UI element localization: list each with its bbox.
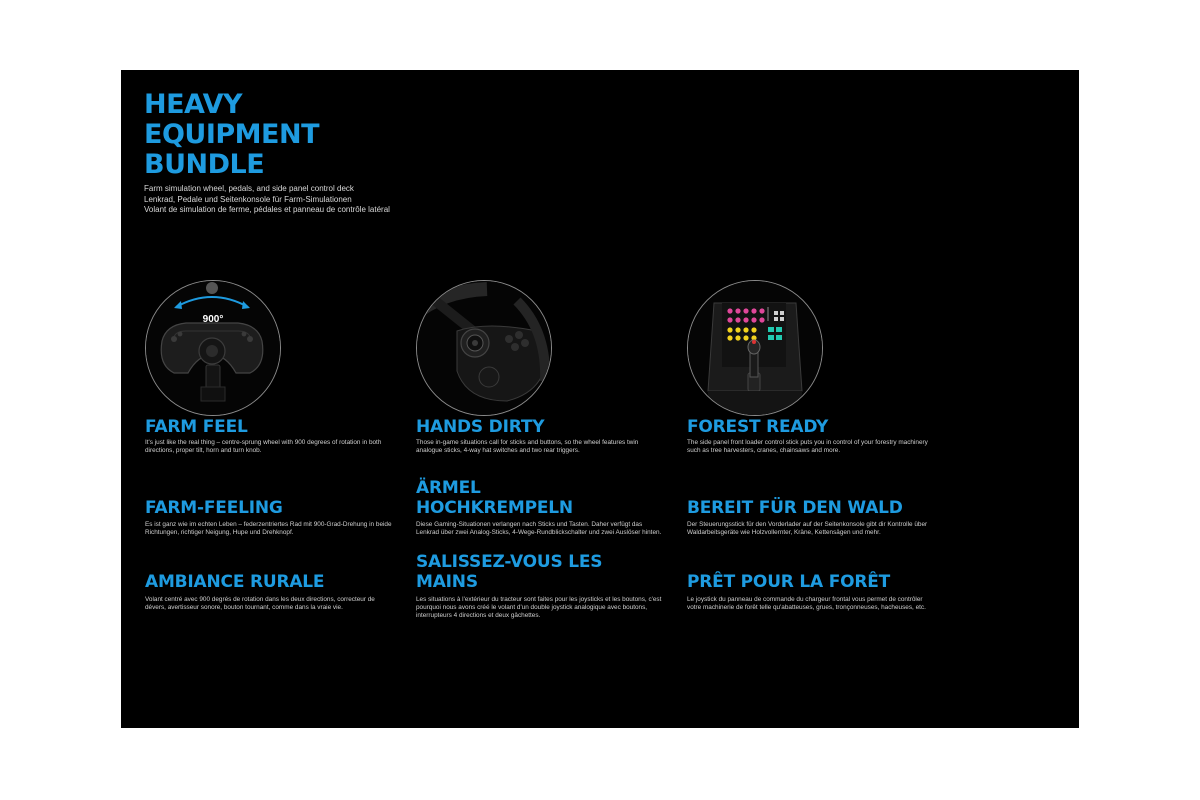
title-line: EQUIPMENT [144,119,319,150]
panel-switch-icon [768,335,774,340]
subtitle-line-en: Farm simulation wheel, pedals, and side panel control deck [144,184,354,193]
panel-button-icon [727,335,732,340]
body-farm-feel: It's just like the real thing – centre-sprung wheel with 900 degrees of rotation in both directions, proper tilt, horn and turn knob. [145,439,382,455]
panel-button-icon [727,327,732,332]
page-subtitle [144,184,390,216]
steering-wheel-icon [146,281,280,415]
panel-button-icon [735,327,740,332]
panel-button-icon [751,317,756,322]
panel-button-icon [743,335,748,340]
panel-button-icon [759,317,764,322]
heading-hands-dirty: HANDS DIRTY [416,417,545,437]
title-line: BUNDLE [144,149,265,180]
panel-button-icon [759,308,764,313]
subtitle-line-fr: Volant de simulation de ferme, pédales et panneau de contrôle latéral [144,205,390,214]
heading-pret-pour-la-foret: PRÊT POUR LA FORÊT [687,572,891,592]
heading-farm-feel: FARM FEEL [145,417,248,437]
steering-wheel-image [145,280,281,416]
panel-switch-icon [776,335,782,340]
heading-line: MAINS [416,572,478,592]
product-panel [121,70,1079,728]
panel-button-icon [743,317,748,322]
panel-button-icon [735,335,740,340]
body-salissez-vous-les-mains: Les situations à l'extérieur du tracteur sont faites pour les joysticks et les boutons, c'est pourquoi nous avons créé le volant d'un double joystick analogique avec boutons, interrupteurs 4 directions et deux gâchettes. [416,596,662,620]
wheel-closeup-image [416,280,552,416]
panel-button-icon [743,327,748,332]
panel-switch-icon [776,327,782,332]
panel-button-icon [727,317,732,322]
panel-button-icon [727,308,732,313]
heading-line: HOCHKREMPELN [416,498,573,518]
heading-bereit-fuer-den-wald: BEREIT FÜR DEN WALD [687,498,903,518]
panel-button-icon [743,308,748,313]
heading-farm-feeling: FARM-FEELING [145,498,283,518]
side-panel-icon [688,281,822,415]
panel-key-icon [774,311,778,315]
heading-aermel-hochkrempeln [416,478,573,518]
panel-button-icon [751,327,756,332]
panel-switch-icon [768,327,774,332]
body-pret-pour-la-foret: Le joystick du panneau de commande du chargeur frontal vous permet de contrôler votre machinerie de forêt telle qu'abatteuses, grues, tronçonneuses, hacheuses, etc. [687,596,926,612]
heading-line: ÄRMEL [416,478,481,498]
body-bereit-fuer-den-wald: Der Steuerungsstick für den Vorderlader auf der Seitenkonsole gibt dir Kontrolle über Waldarbeitsgeräte wie Holzvollernter, Kräne, Kettensägen und mehr. [687,521,928,537]
subtitle-line-de: Lenkrad, Pedale und Seitenkonsole für Farm-Simulationen [144,194,352,204]
side-panel-image [687,280,823,416]
body-forest-ready: The side panel front loader control stick puts you in control of your forestry machinery such as tree harvesters, cranes, chainsaws and more. [687,439,928,455]
title-line: HEAVY [144,89,243,120]
heading-forest-ready: FOREST READY [687,417,829,437]
body-farm-feeling: Es ist ganz wie im echten Leben – federzentriertes Rad mit 900-Grad-Drehung in beide Richtungen, richtiger Neigung, Hupe und Drehknopf. [145,521,392,537]
panel-button-icon [751,308,756,313]
panel-button-icon [735,308,740,313]
panel-button-icon [735,317,740,322]
panel-key-icon [774,317,778,321]
body-ambiance-rurale: Volant centré avec 900 degrés de rotation dans les deux directions, correcteur de dévers, avertisseur sonore, bouton tournant, comme dans la vraie vie. [145,596,375,612]
heading-ambiance-rurale: AMBIANCE RURALE [145,572,325,592]
panel-key-icon [780,311,784,315]
rotation-label: 900° [202,314,224,325]
page-title [144,90,444,180]
body-aermel-hochkrempeln: Diese Gaming-Situationen verlangen nach Sticks und Tasten. Daher verfügt das Lenkrad über zwei Analog-Sticks, 4-Wege-Rundblickschalter und zwei Auslöser hinten. [416,521,662,537]
heading-salissez-vous-les-mains [416,552,602,592]
body-hands-dirty: Those in-game situations call for sticks and buttons, so the wheel features twin analogue sticks, 4-way hat switches and two rear triggers. [416,439,639,455]
wheel-closeup-icon [417,281,551,415]
panel-key-icon [780,317,784,321]
heading-line: SALISSEZ-VOUS LES [416,552,603,572]
